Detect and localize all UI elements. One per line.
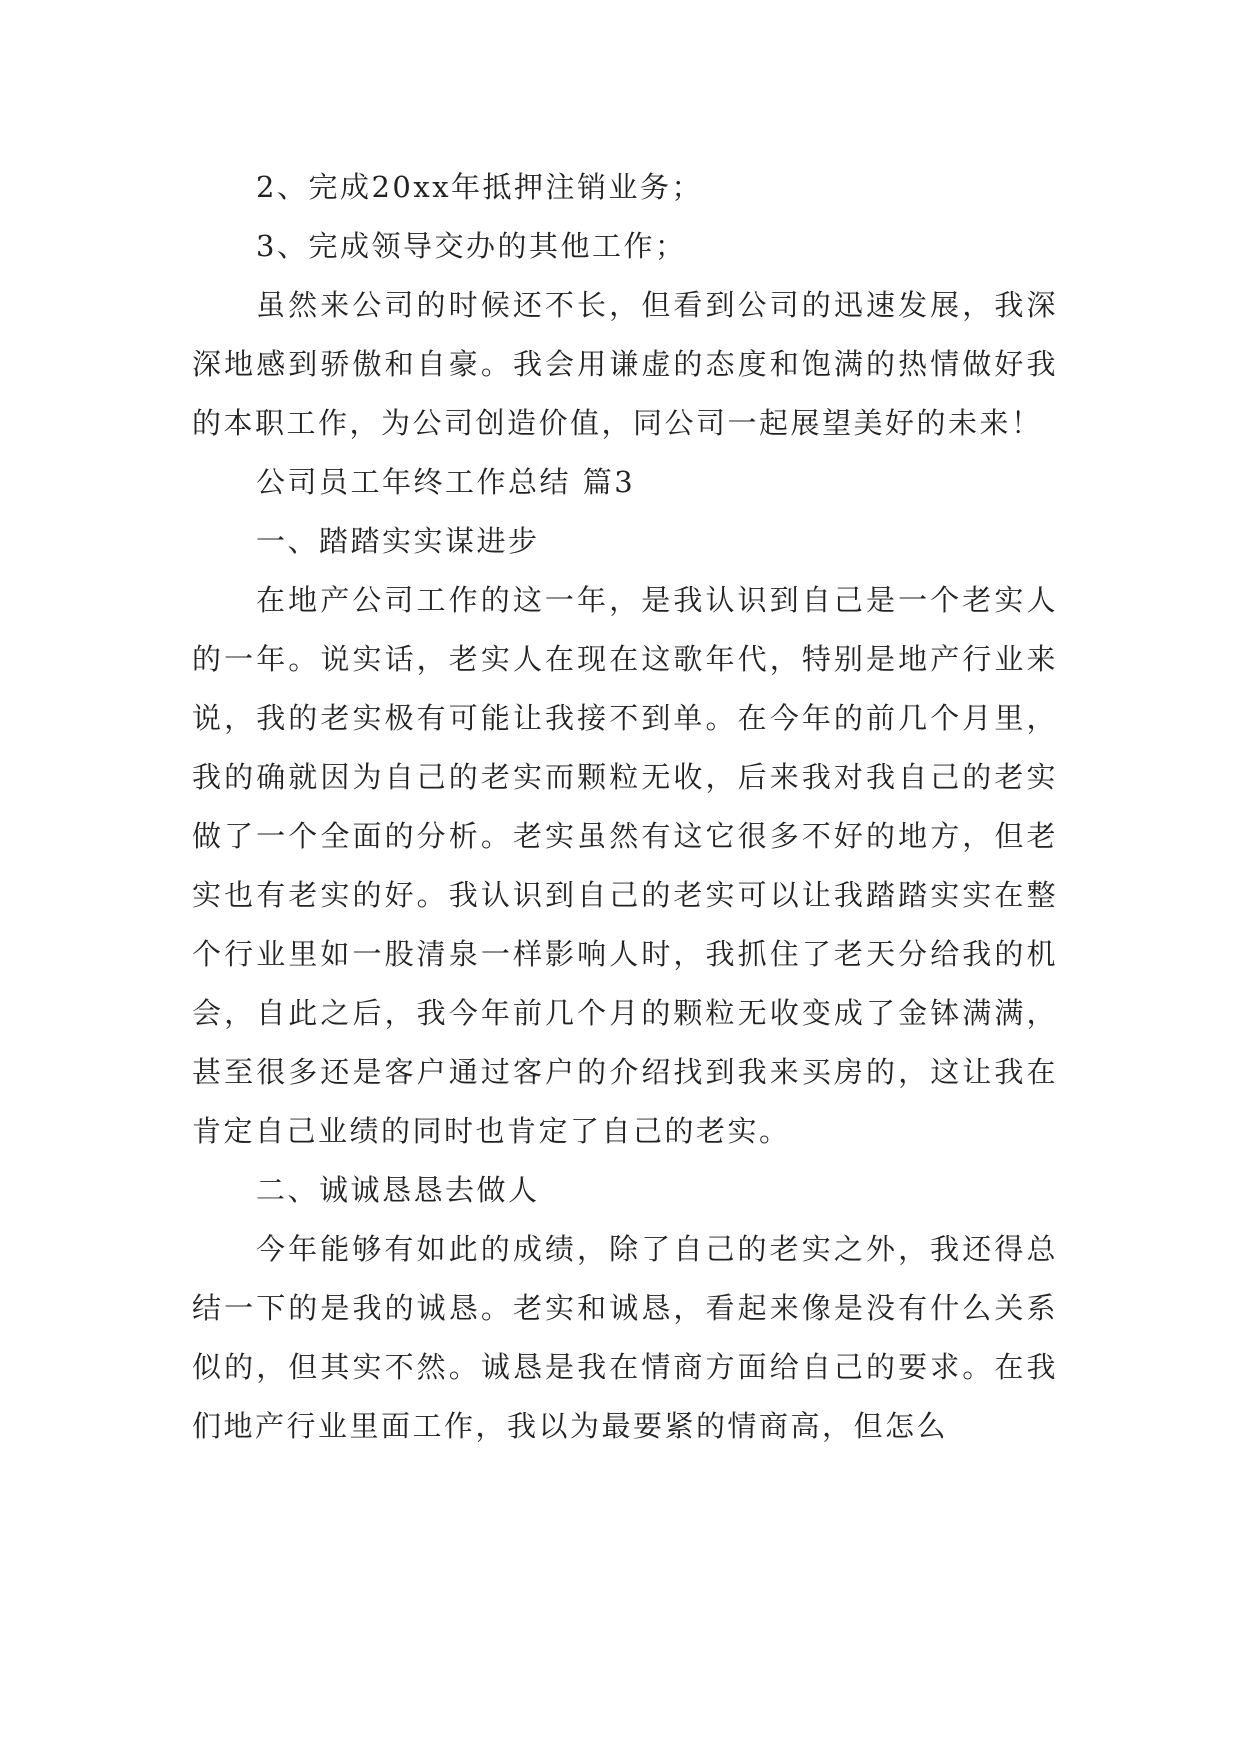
paragraph-body-two: 今年能够有如此的成绩，除了自己的老实之外，我还得总结一下的是我的诚恳。老实和诚恳，看起来像是没有什么关系似的，但其实不然。诚恳是我在情商方面给自己的要求。在我们地产行业里面工作，我以为最要紧的情商高，但怎么 bbox=[192, 1232, 1058, 1443]
paragraph-item-3: 3、完成领导交办的其他工作； bbox=[256, 229, 687, 263]
heading-one: 一、踏踏实实谋进步 bbox=[256, 524, 540, 558]
document-body bbox=[192, 158, 1058, 1456]
paragraph-item-2: 2、完成20xx年抵押注销业务； bbox=[256, 170, 704, 204]
paragraph-closing: 虽然来公司的时候还不长，但看到公司的迅速发展，我深深地感到骄傲和自豪。我会用谦虚的态度和饱满的热情做好我的本职工作，为公司创造价值，同公司一起展望美好的未来！ bbox=[192, 288, 1058, 440]
section-title: 公司员工年终工作总结 篇3 bbox=[256, 465, 636, 499]
heading-two: 二、诚诚恳恳去做人 bbox=[256, 1173, 540, 1207]
paragraph-body-one: 在地产公司工作的这一年，是我认识到自己是一个老实人的一年。说实话，老实人在现在这歌年代，特别是地产行业来说，我的老实极有可能让我接不到单。在今年的前几个月里，我的确就因为自己的老实而颗粒无收，后来我对我自己的老实做了一个全面的分析。老实虽然有这它很多不好的地方，但老实也有老实的好。我认识到自己的老实可以让我踏踏实实在整个行业里如一股清泉一样影响人时，我抓住了老天分给我的机会，自此之后，我今年前几个月的颗粒无收变成了金钵满满，甚至很多还是客户通过客户的介绍找到我来买房的，这让我在肯定自己业绩的同时也肯定了自己的老实。 bbox=[192, 583, 1058, 1148]
